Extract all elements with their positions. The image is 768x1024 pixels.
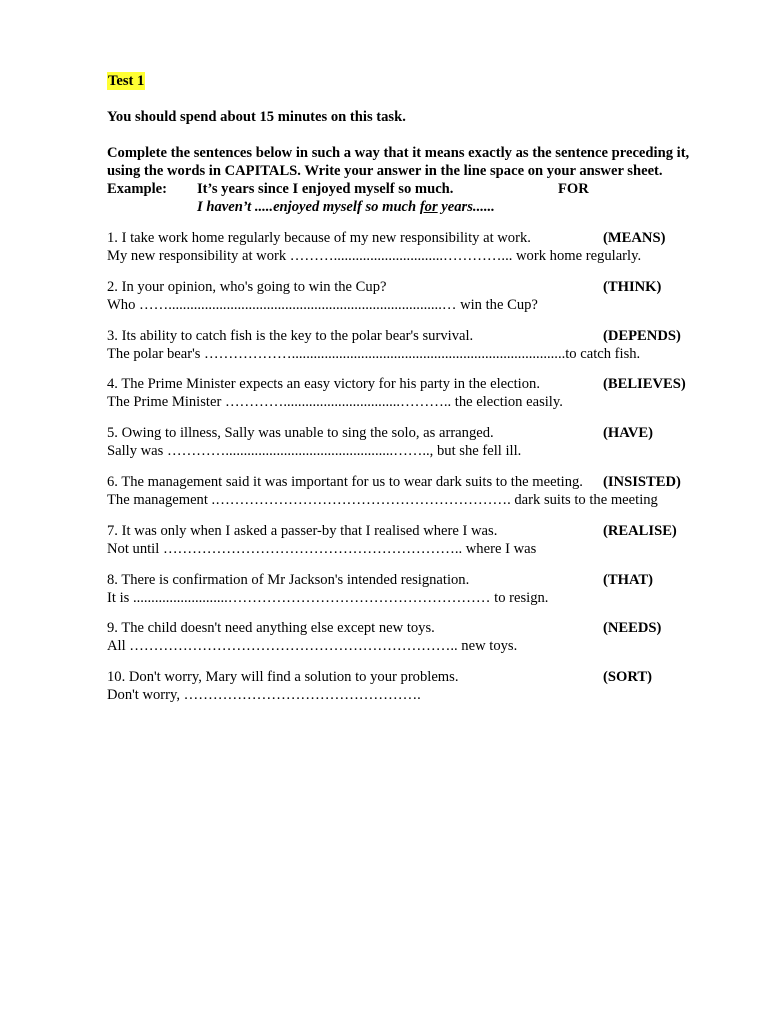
question-keyword: (SORT) — [603, 669, 652, 686]
answer-line: My new responsibility at work ………..............................…………... work home regularly. — [107, 248, 642, 264]
question-text: 10. Don't worry, Mary will find a solution to your problems. — [107, 669, 459, 686]
answer-line: Sally was …………..............................................…….., but she fell ill. — [107, 443, 522, 460]
main-instruction: Complete the sentences below in such a way that it means exactly as the sentence preceding it, using the words in CAPITALS. Write your answer in the line space on your answer sheet. — [107, 145, 690, 179]
test-title: Test 1 — [108, 73, 145, 89]
example-sentence: It’s years since I enjoyed myself so much. — [197, 181, 454, 197]
question-text: 2. In your opinion, who's going to win the Cup? — [107, 278, 387, 295]
answer-line: It is ..........................……………………………………………… to resign. — [107, 589, 549, 606]
example-answer-underlined: for — [419, 199, 438, 215]
question-keyword: (NEEDS) — [603, 620, 662, 637]
question-keyword: (MEANS) — [603, 230, 666, 246]
answer-line: The Prime Minister …………................................……….. the election easily. — [107, 394, 563, 411]
question-item — [107, 424, 707, 460]
question-keyword: (HAVE) — [603, 425, 654, 442]
question-keyword: (REALISE) — [603, 522, 677, 539]
question-item — [107, 473, 707, 509]
question-item — [107, 522, 707, 558]
question-item — [107, 229, 707, 265]
example-answer-before: I haven’t .....enjoyed myself so much — [197, 199, 420, 215]
question-text: 4. The Prime Minister expects an easy victory for his party in the election. — [107, 376, 540, 393]
answer-line: Who ……...........................................................................… win the Cup? — [107, 296, 538, 313]
question-item — [107, 278, 707, 314]
worksheet-page — [107, 72, 707, 717]
question-text: 7. It was only when I asked a passer-by that I realised where I was. — [107, 522, 498, 539]
answer-line: All ………………………………………………………….. new toys. — [107, 638, 518, 655]
question-item — [107, 327, 707, 363]
question-list — [107, 229, 707, 704]
time-instruction: You should spend about 15 minutes on this task. — [107, 109, 406, 125]
answer-line: Don't worry, …………………………………………. — [107, 687, 421, 704]
question-item — [107, 619, 707, 655]
example-label: Example: — [107, 181, 167, 197]
answer-line: Not until …………………………………………………….. where I was — [107, 540, 537, 557]
question-text: 3. Its ability to catch fish is the key to the polar bear's survival. — [107, 327, 474, 344]
question-keyword: (THINK) — [603, 278, 662, 295]
question-keyword: (THAT) — [603, 571, 653, 588]
question-item — [107, 571, 707, 607]
question-item — [107, 668, 707, 704]
question-text: 6. The management said it was important for us to wear dark suits to the meeting. — [107, 473, 583, 490]
question-text: 8. There is confirmation of Mr Jackson's intended resignation. — [107, 571, 470, 588]
question-text: 5. Owing to illness, Sally was unable to sing the solo, as arranged. — [107, 425, 494, 442]
answer-line: The polar bear's ………………...........................................................................to catch fish. — [107, 345, 641, 362]
answer-line: The management .……………………………………………………. dark suits to the meeting — [107, 491, 658, 508]
question-item — [107, 375, 707, 411]
example-answer-after: years...... — [437, 199, 495, 215]
question-keyword: (BELIEVES) — [603, 376, 686, 393]
example-keyword: FOR — [558, 181, 589, 197]
question-keyword: (DEPENDS) — [603, 327, 681, 344]
example-answer — [197, 198, 495, 216]
question-keyword: (INSISTED) — [603, 473, 681, 490]
example-block — [107, 180, 707, 216]
question-text: 1. I take work home regularly because of my new responsibility at work. — [107, 230, 531, 246]
question-text: 9. The child doesn't need anything else except new toys. — [107, 620, 435, 637]
